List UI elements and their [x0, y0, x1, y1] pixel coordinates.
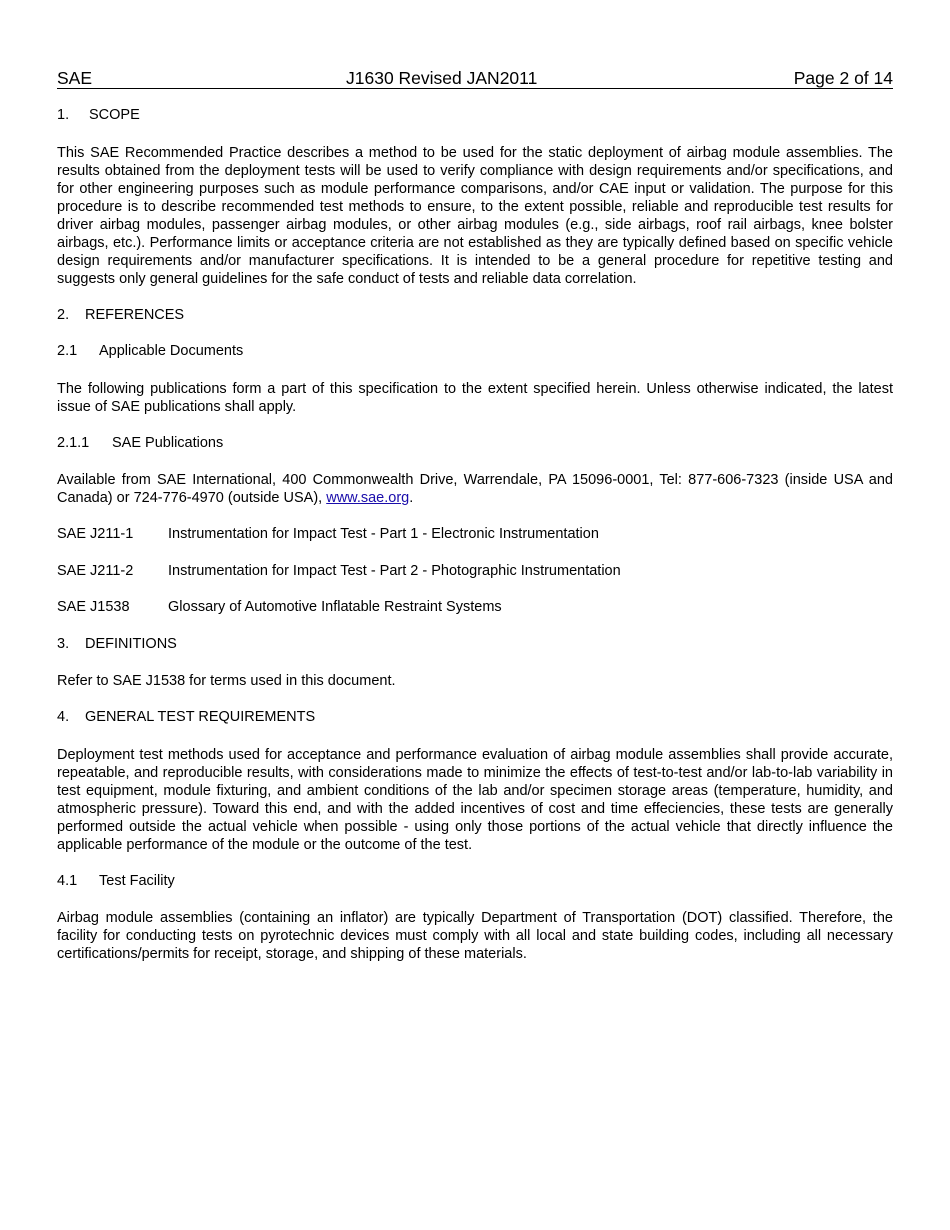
document-title: Instrumentation for Impact Test - Part 1 - Electronic Instrumentation — [168, 526, 599, 542]
sae-publications-paragraph — [57, 471, 893, 507]
sae-website-link[interactable]: www.sae.org — [326, 490, 410, 506]
section-number: 3. — [57, 635, 70, 652]
availability-text-end: . — [409, 490, 414, 506]
document-code: SAE J1538 — [57, 599, 130, 615]
section-heading-scope — [57, 107, 893, 125]
section-heading-definitions — [57, 636, 893, 654]
document-title: Glossary of Automotive Inflatable Restraint Systems — [168, 599, 502, 615]
section-title: SCOPE — [89, 107, 140, 123]
section-title: Test Facility — [99, 872, 175, 889]
document-title: Instrumentation for Impact Test - Part 2 - Photographic Instrumentation — [168, 562, 621, 579]
test-facility-paragraph: Airbag module assemblies (containing an inflator) are typically Department of Transportation (DOT) classified. Therefore, the facility for conducting tests on pyrotechnic devices must comply with all local and state building codes, including all necessary certifications/permits for receipt, storage, and shipping of these materials. — [57, 910, 893, 962]
definitions-paragraph: Refer to SAE J1538 for terms used in this document. — [57, 673, 396, 689]
section-number: 1. — [57, 107, 70, 123]
header-document-id: J1630 Revised JAN2011 — [346, 68, 538, 88]
section-number: 2.1.1 — [57, 434, 90, 451]
availability-text: Available from SAE International, 400 Commonwealth Drive, Warrendale, PA 15096-0001, Tel: 877-606-7323 (inside USA and Canada) or 724-776-4970 (outside USA), — [57, 472, 893, 506]
section-heading-references — [57, 307, 893, 325]
section-title: DEFINITIONS — [85, 635, 177, 652]
section-heading-sae-publications — [57, 435, 893, 453]
section-title: GENERAL TEST REQUIREMENTS — [85, 709, 316, 725]
section-number: 4.1 — [57, 872, 78, 889]
general-test-requirements-paragraph: Deployment test methods used for acceptance and performance evaluation of airbag module assemblies shall provide accurate, repeatable, and reproducible results, with considerations made to minimize the effects of test-to-test and/or lab-to-lab variability in test equipment, module fixturing, and ambient conditions of the lab and/or specimen storage areas (temperature, humidity, and atmospheric pressure). Toward this end, and with the added incentives of cost and time effeciencies, these tests are generally performed outside the actual vehicle when possible - using only those portions of the actual vehicle that directly influence the applicable performance of the module or the outcome of the test. — [57, 746, 893, 853]
scope-paragraph: This SAE Recommended Practice describes a method to be used for the static deployment of airbag module assemblies. The results obtained from the deployment tests will be used to verify compliance with design requirements and/or specifications, and for other engineering purposes such as module performance comparisons, and/or CAE input or validation. The purpose for this procedure is to describe recommended test methods to ensure, to the extent possible, reliable and reproducible test results for driver airbag modules, passenger airbag modules, or other airbag modules (e.g., side airbags, roof rail airbags, knee bolster airbags, etc.). Performance limits or acceptance criteria are not established as they are typically defined based on specific vehicle design requirements and/or manufacturer specifications. It is intended to be a general procedure for repetitive testing and suggests only general guidelines for the safe conduct of tests and reliable data correlation. — [57, 144, 893, 287]
section-heading-general-test-requirements — [57, 709, 893, 727]
section-number: 2.1 — [57, 343, 78, 359]
reference-document-row — [57, 599, 893, 617]
section-title: SAE Publications — [112, 434, 224, 451]
reference-document-row — [57, 526, 893, 544]
section-heading-test-facility — [57, 873, 893, 891]
reference-document-row — [57, 563, 893, 581]
page-header — [57, 68, 893, 89]
document-code: SAE J211-1 — [57, 526, 134, 542]
document-code: SAE J211-2 — [57, 562, 134, 579]
section-title: REFERENCES — [85, 306, 185, 323]
applicable-documents-paragraph: The following publications form a part of this specification to the extent specified herein. Unless otherwise indicated, the latest issue of SAE publications shall apply. — [57, 380, 893, 415]
document-body — [57, 107, 893, 982]
section-number: 4. — [57, 709, 70, 725]
section-number: 2. — [57, 306, 70, 323]
header-org: SAE — [57, 68, 93, 88]
section-title: Applicable Documents — [99, 343, 244, 359]
section-heading-applicable-documents — [57, 343, 893, 361]
header-page-number: Page 2 of 14 — [793, 68, 893, 88]
